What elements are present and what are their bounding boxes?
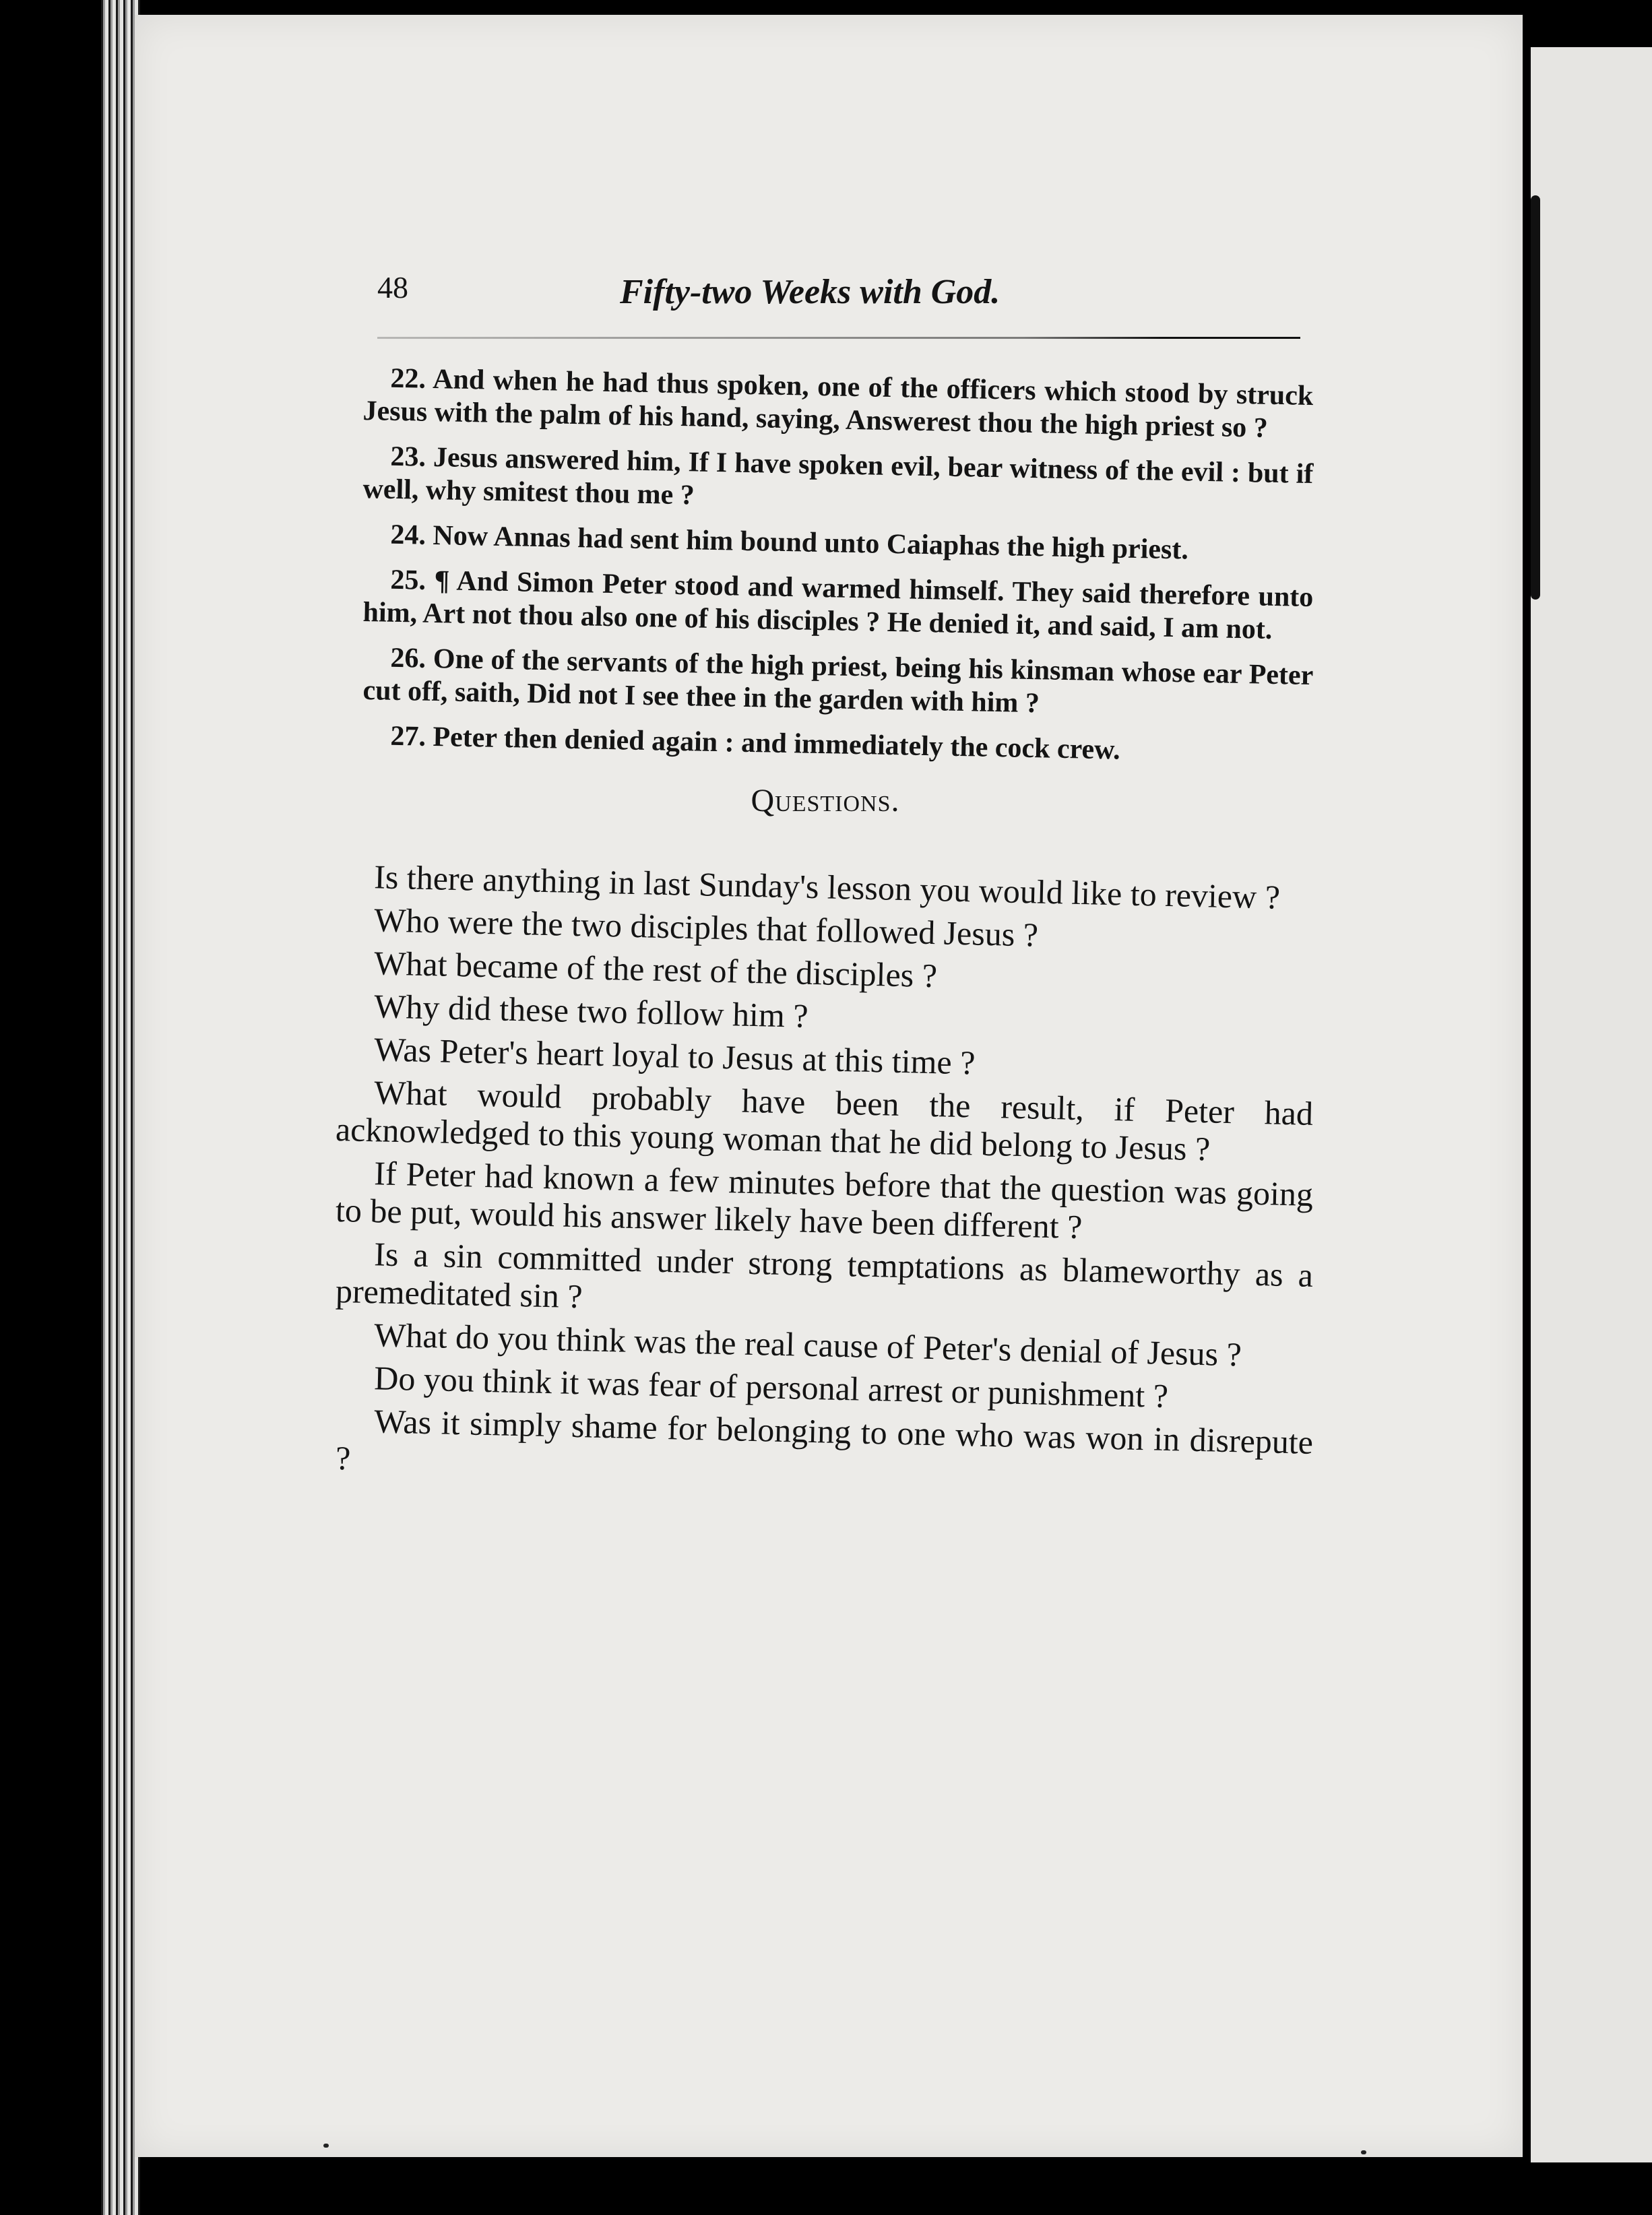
verse-27: 27. Peter then denied again : and immediately the cock crew. xyxy=(390,720,1121,766)
running-title: Fifty-two Weeks with God. xyxy=(620,273,1000,311)
verse-25: 25. ¶ And Simon Peter stood and warmed himself. They said therefore unto him, Art not thou also one of his disciples ? He denied it, and said, I am not. xyxy=(362,564,1314,645)
verse-23: 23. Jesus answered him, If I have spoken evil, bear witness of the evil : but if well, why smitest thou me ? xyxy=(362,441,1314,511)
verse-26: 26. One of the servants of the high priest, being his kinsman whose ear Peter cut off, saith, Did not I see thee in the garden with him ? xyxy=(362,642,1314,719)
question-item: Do you think it was fear of personal arrest or punishment ? xyxy=(373,1359,1169,1415)
page-content xyxy=(337,269,1314,1482)
paper-speck xyxy=(1361,2150,1366,2154)
facing-page-edge xyxy=(1531,47,1652,2162)
question-item: If Peter had known a few minutes before that the question was going to be put, would his answer likely have been different ? xyxy=(335,1154,1314,1246)
question-item: What would probably have been the result, if Peter had acknowledged to this young woman that he did belong to Jesus ? xyxy=(335,1073,1314,1168)
verse-24: 24. Now Annas had sent him bound unto Caiaphas the high priest. xyxy=(390,519,1189,566)
header-rule xyxy=(377,337,1300,339)
running-head xyxy=(337,269,1314,323)
questions-list xyxy=(337,857,1314,1477)
verse-22: 22. And when he had thus spoken, one of the officers which stood by struck Jesus with the palm of his hand, saying, Answerest thou the high priest so ? xyxy=(362,362,1314,444)
question-item: Is a sin committed under strong temptations as blameworthy as a premeditated sin ? xyxy=(335,1235,1314,1316)
question-item: Who were the two disciples that followed Jesus ? xyxy=(373,901,1039,954)
scripture-passage xyxy=(337,362,1314,766)
question-item: Is there anything in last Sunday's lesson you would like to review ? xyxy=(373,858,1281,916)
question-item: What became of the rest of the disciples ? xyxy=(373,944,938,995)
question-item: Why did these two follow him ? xyxy=(373,987,809,1035)
paper-speck xyxy=(323,2144,329,2148)
binding-line-upper xyxy=(1531,195,1540,600)
page-number: 48 xyxy=(377,270,408,304)
question-item: Was Peter's heart loyal to Jesus at this time ? xyxy=(373,1030,976,1082)
question-item: What do you think was the real cause of Peter's denial of Jesus ? xyxy=(373,1316,1242,1374)
question-item: Was it simply shame for belonging to one who was won in disrepute ? xyxy=(335,1402,1314,1477)
questions-heading: Questions. xyxy=(751,783,900,818)
